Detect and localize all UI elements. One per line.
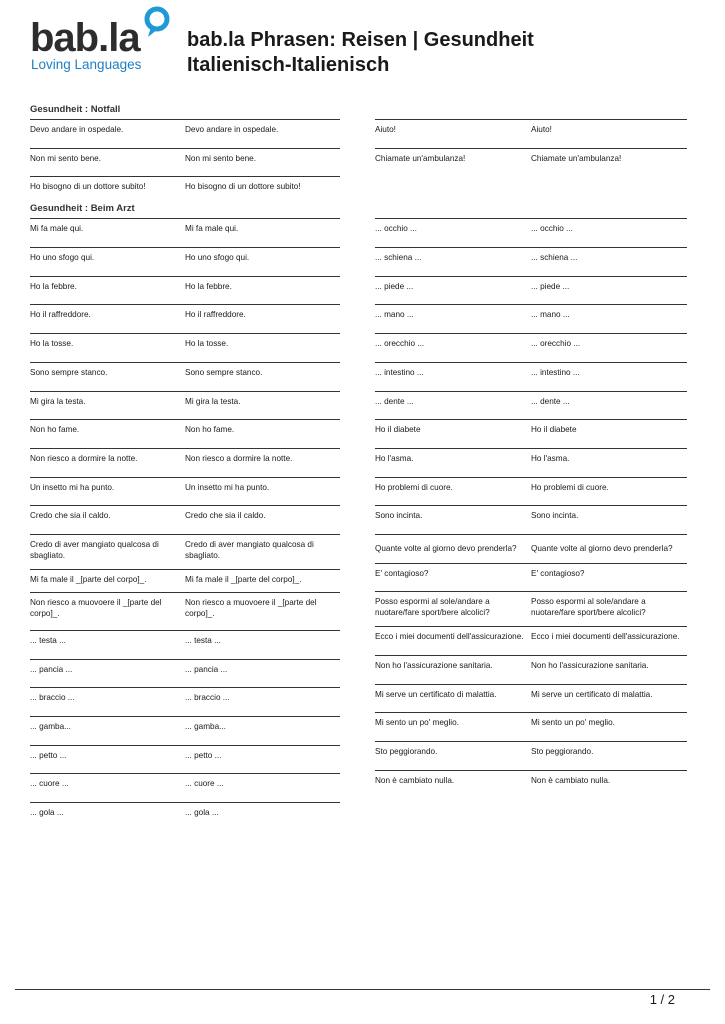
phrase-source: Ho la febbre. <box>30 281 77 291</box>
phrase-row <box>375 534 687 563</box>
phrase-row <box>375 655 687 684</box>
phrase-source: Sto peggiorando. <box>375 747 438 757</box>
phrase-row <box>30 218 340 247</box>
phrase-target: Aiuto! <box>531 125 552 134</box>
phrase-source: Non è cambiato nulla. <box>375 775 455 785</box>
phrase-source: Devo andare in ospedale. <box>30 125 124 134</box>
phrase-target: Mi sento un po' meglio. <box>531 718 615 728</box>
logo-tagline: Loving Languages <box>31 57 142 72</box>
phrase-row <box>30 687 340 716</box>
phrase-target: Credo che sia il caldo. <box>185 511 266 521</box>
phrase-row <box>30 716 340 745</box>
phrase-source: Ho bisogno di un dottore subito! <box>30 182 146 192</box>
phrase-target: Mi fa male il _[parte del corpo]_. <box>185 574 302 584</box>
phrase-source: Quante volte al giorno devo prenderla? <box>375 544 517 554</box>
phrase-source: Ho uno sfogo qui. <box>30 253 95 263</box>
phrase-row <box>30 569 340 592</box>
phrase-row <box>30 659 340 688</box>
phrase-source: ... petto ... <box>30 750 67 760</box>
phrase-row <box>375 741 687 770</box>
phrase-source: Non riesco a muovoere il _[parte del corpo]_. <box>30 597 162 618</box>
phrase-source: ... occhio ... <box>375 224 417 234</box>
phrase-source: ... schiena ... <box>375 253 422 263</box>
phrase-target: Ho problemi di cuore. <box>531 482 609 492</box>
phrase-target: E' contagioso? <box>531 568 585 578</box>
phrase-target: Sono sempre stanco. <box>185 367 263 377</box>
phrase-row <box>375 119 687 148</box>
phrase-row <box>375 684 687 713</box>
phrase-source: Non ho fame. <box>30 425 80 435</box>
logo-wordmark: bab.la <box>30 16 140 60</box>
phrase-row <box>30 362 340 391</box>
footer-divider <box>15 989 710 990</box>
phrase-source: ... gola ... <box>30 808 64 818</box>
phrase-row <box>30 333 340 362</box>
phrase-target: Sono incinta. <box>531 511 579 521</box>
section-spacer <box>375 100 687 119</box>
right-column <box>375 100 687 793</box>
phrase-target: Non riesco a muovoere il _[parte del corpo]_. <box>185 597 317 618</box>
phrase-source: Mi sento un po' meglio. <box>375 718 459 728</box>
phrase-target: Ho la febbre. <box>185 281 232 291</box>
phrase-row <box>375 391 687 420</box>
babla-logo <box>30 6 180 76</box>
phrase-row <box>30 148 340 177</box>
phrase-source: Ho l'asma. <box>375 453 414 463</box>
phrase-source: Mi fa male qui. <box>30 224 84 234</box>
section-spacer <box>375 199 687 218</box>
phrase-target: Mi fa male qui. <box>185 224 239 234</box>
phrase-source: Ho il raffreddore. <box>30 310 91 320</box>
phrase-row <box>30 802 340 825</box>
phrase-target: Un insetto mi ha punto. <box>185 482 270 492</box>
phrase-target: ... schiena ... <box>531 253 578 263</box>
phrase-target: Non ho fame. <box>185 425 235 435</box>
section-title-beim-arzt: Gesundheit : Beim Arzt <box>30 203 135 215</box>
phrase-row <box>375 304 687 333</box>
phrase-target: Non mi sento bene. <box>185 153 257 163</box>
phrase-row <box>375 362 687 391</box>
phrase-row <box>30 477 340 506</box>
phrase-target: ... gamba... <box>185 722 226 731</box>
phrase-row <box>375 505 687 534</box>
page-title <box>187 28 534 78</box>
phrase-row <box>375 477 687 506</box>
phrase-target: ... testa ... <box>185 635 221 645</box>
phrase-target: ... mano ... <box>531 310 570 320</box>
phrase-target: Chiamate un'ambulanza! <box>531 153 622 163</box>
phrase-source: ... dente ... <box>375 396 414 406</box>
phrase-target: ... dente ... <box>531 396 570 406</box>
phrase-source: ... mano ... <box>375 310 414 320</box>
speech-bubble-icon <box>142 6 172 42</box>
phrase-source: ... intestino ... <box>375 367 424 377</box>
phrase-source: Sono incinta. <box>375 511 423 521</box>
phrase-source: Non riesco a dormire la notte. <box>30 453 138 463</box>
phrase-source: Posso espormi al sole/andare a nuotare/fare sport/bere alcolici? <box>375 597 490 618</box>
phrase-target: Posso espormi al sole/andare a nuotare/fare sport/bere alcolici? <box>531 597 646 618</box>
phrase-target: Ho la tosse. <box>185 339 229 349</box>
title-line-1: bab.la Phrasen: Reisen | Gesundheit <box>187 29 534 51</box>
phrase-source: Ecco i miei documenti dell'assicurazione. <box>375 632 524 642</box>
phrase-target: Ho il raffreddore. <box>185 310 246 320</box>
phrase-row <box>30 176 340 199</box>
phrase-source: Mi serve un certificato di malattia. <box>375 689 497 699</box>
phrase-source: E' contagioso? <box>375 568 429 578</box>
page-header <box>30 6 710 76</box>
phrase-target: Non ho l'assicurazione sanitaria. <box>531 661 649 670</box>
phrase-target: Ho il diabete <box>531 425 577 435</box>
phrase-target: Credo di aver mangiato qualcosa di sbagliato. <box>185 539 314 560</box>
phrase-target: ... petto ... <box>185 750 222 760</box>
phrase-source: Mi fa male il _[parte del corpo]_. <box>30 574 147 584</box>
phrase-row <box>375 770 687 793</box>
phrase-source: Non mi sento bene. <box>30 153 102 163</box>
phrase-source: Ho il diabete <box>375 425 421 435</box>
phrase-target: Quante volte al giorno devo prenderla? <box>531 544 673 554</box>
phrase-target: ... orecchio ... <box>531 339 581 349</box>
page-number: 1 / 2 <box>649 992 675 1007</box>
phrase-source: Credo di aver mangiato qualcosa di sbagliato. <box>30 539 159 560</box>
phrase-target: ... gola ... <box>185 808 219 818</box>
phrase-source: Ho la tosse. <box>30 339 74 349</box>
phrase-row <box>375 591 687 626</box>
phrase-target: ... intestino ... <box>531 367 580 377</box>
phrase-row <box>30 448 340 477</box>
phrase-row <box>375 333 687 362</box>
phrase-row <box>30 592 340 630</box>
phrase-target: Ho bisogno di un dottore subito! <box>185 182 301 192</box>
phrase-row <box>30 247 340 276</box>
row-gap <box>375 176 687 199</box>
phrase-source: ... gamba... <box>30 722 71 731</box>
phrase-row <box>375 448 687 477</box>
phrase-target: Mi serve un certificato di malattia. <box>531 689 653 699</box>
phrase-row <box>30 630 340 659</box>
phrase-target: ... pancia ... <box>185 664 228 674</box>
phrase-row <box>375 626 687 655</box>
phrase-target: Ho uno sfogo qui. <box>185 253 250 263</box>
phrase-source: Non ho l'assicurazione sanitaria. <box>375 661 493 670</box>
phrase-source: Mi gira la testa. <box>30 396 86 406</box>
phrase-target: Devo andare in ospedale. <box>185 125 279 134</box>
phrase-source: ... braccio ... <box>30 693 75 703</box>
phrase-source: ... testa ... <box>30 635 66 645</box>
phrase-row <box>375 247 687 276</box>
phrase-source: ... orecchio ... <box>375 339 425 349</box>
phrase-row <box>375 218 687 247</box>
phrase-row <box>375 419 687 448</box>
title-line-2: Italienisch-Italienisch <box>187 54 390 76</box>
phrase-target: ... piede ... <box>531 281 570 291</box>
phrase-target: Sto peggiorando. <box>531 747 594 757</box>
phrase-source: Aiuto! <box>375 125 396 134</box>
phrase-source: ... piede ... <box>375 281 414 291</box>
phrase-row <box>30 276 340 305</box>
phrase-row <box>375 712 687 741</box>
phrase-row <box>30 745 340 774</box>
phrase-target: ... braccio ... <box>185 693 230 703</box>
phrase-row <box>30 391 340 420</box>
phrase-target: Non è cambiato nulla. <box>531 775 611 785</box>
left-column <box>30 100 340 825</box>
phrase-target: ... cuore ... <box>185 779 224 789</box>
phrase-source: Sono sempre stanco. <box>30 367 108 377</box>
phrase-target: Non riesco a dormire la notte. <box>185 453 293 463</box>
phrase-target: Ecco i miei documenti dell'assicurazione. <box>531 632 680 642</box>
phrase-target: Mi gira la testa. <box>185 396 241 406</box>
phrase-source: ... cuore ... <box>30 779 69 789</box>
phrase-source: Chiamate un'ambulanza! <box>375 153 466 163</box>
phrase-source: Credo che sia il caldo. <box>30 511 111 521</box>
phrase-source: ... pancia ... <box>30 664 73 674</box>
phrase-row <box>30 119 340 148</box>
phrase-target: Ho l'asma. <box>531 453 570 463</box>
phrase-row <box>30 534 340 569</box>
phrase-row <box>375 563 687 592</box>
phrase-row <box>30 304 340 333</box>
phrase-target: ... occhio ... <box>531 224 573 234</box>
phrase-source: Un insetto mi ha punto. <box>30 482 115 492</box>
phrase-row <box>30 419 340 448</box>
phrase-row <box>375 148 687 177</box>
phrase-row <box>375 276 687 305</box>
section-title-notfall: Gesundheit : Notfall <box>30 104 121 115</box>
phrase-source: Ho problemi di cuore. <box>375 482 453 492</box>
phrase-row <box>30 773 340 802</box>
phrase-row <box>30 505 340 534</box>
